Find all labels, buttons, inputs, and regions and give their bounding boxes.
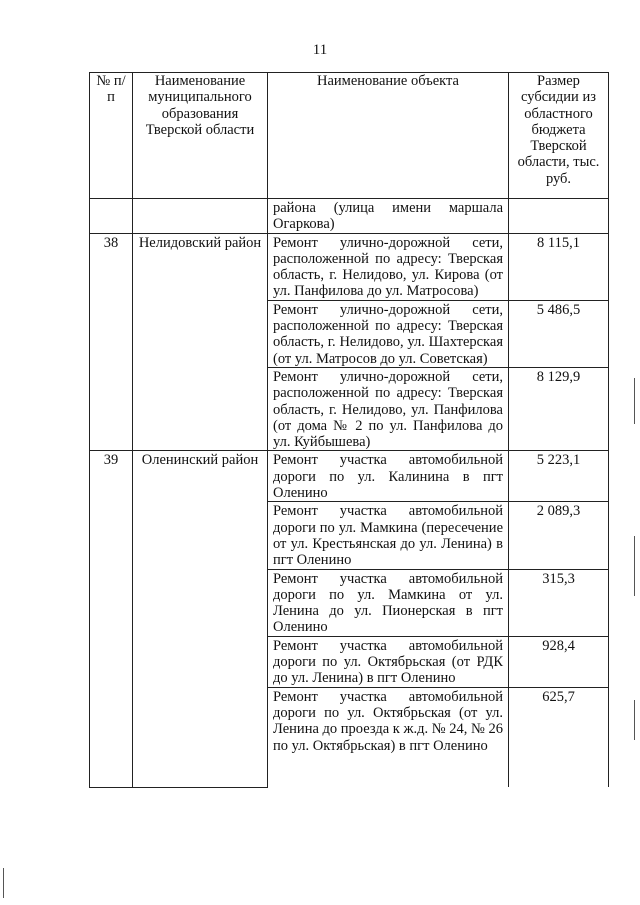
- header-municipality: Наименование муниципального образования Тверской области: [133, 73, 268, 199]
- continuation-municipality: [133, 199, 268, 234]
- object-name: Ремонт участка автомобильной дороги по ул. Октябрьская (от ул. Ленина до проезда к ж.д. № 24, № 26 по ул. Октябрьская) в пгт Оленино: [268, 687, 509, 787]
- scan-edge-mark: [3, 868, 4, 898]
- table-row: [90, 233, 609, 300]
- scan-edge-mark: [634, 536, 635, 596]
- object-name: Ремонт участка автомобильной дороги по ул. Мамкина (пересечение от ул. Крестьянская до ул. Ленина) в пгт Оленино: [268, 502, 509, 569]
- scan-edge-mark: [634, 378, 635, 424]
- subsidy-amount: 625,7: [509, 687, 609, 787]
- header-object: Наименование объекта: [268, 73, 509, 199]
- subsidy-amount: 5 223,1: [509, 451, 609, 502]
- municipality-name: Нелидовский район: [133, 233, 268, 451]
- header-number: № п/п: [90, 73, 133, 199]
- header-amount: Размер субсидии из областного бюджета Тверской области, тыс. руб.: [509, 73, 609, 199]
- row-number: 39: [90, 451, 133, 787]
- subsidy-amount: 2 089,3: [509, 502, 609, 569]
- subsidy-amount: 8 115,1: [509, 233, 609, 300]
- row-number: 38: [90, 233, 133, 451]
- subsidy-amount: 8 129,9: [509, 367, 609, 450]
- continuation-object: района (улица имени маршала Огаркова): [268, 199, 509, 234]
- page-number: 11: [312, 42, 328, 58]
- continuation-row: [90, 199, 609, 234]
- object-name: Ремонт участка автомобильной дороги по ул. Калинина в пгт Оленино: [268, 451, 509, 502]
- object-name: Ремонт улично-дорожной сети, расположенной по адресу: Тверская область, г. Нелидово, ул. Кирова (от ул. Панфилова до ул. Матросова): [268, 233, 509, 300]
- object-name: Ремонт улично-дорожной сети, расположенной по адресу: Тверская область, г. Нелидово, ул. Шахтерская (от ул. Матросов до ул. Советская): [268, 300, 509, 367]
- subsidy-amount: 928,4: [509, 636, 609, 687]
- object-name: Ремонт участка автомобильной дороги по ул. Мамкина от ул. Ленина до ул. Пионерская в пгт Оленино: [268, 569, 509, 636]
- table-row: [90, 451, 609, 502]
- subsidy-amount: 5 486,5: [509, 300, 609, 367]
- municipality-name: Оленинский район: [133, 451, 268, 787]
- subsidy-amount: 315,3: [509, 569, 609, 636]
- table-header-row: [90, 73, 609, 199]
- continuation-amount: [509, 199, 609, 234]
- subsidy-table: [89, 72, 609, 788]
- object-name: Ремонт участка автомобильной дороги по ул. Октябрьская (от РДК до ул. Ленина) в пгт Оленино: [268, 636, 509, 687]
- scan-edge-mark: [634, 700, 635, 740]
- object-name: Ремонт улично-дорожной сети, расположенной по адресу: Тверская область, г. Нелидово, ул. Панфилова (от дома № 2 по ул. Панфилова до ул. Куйбышева): [268, 367, 509, 450]
- continuation-number: [90, 199, 133, 234]
